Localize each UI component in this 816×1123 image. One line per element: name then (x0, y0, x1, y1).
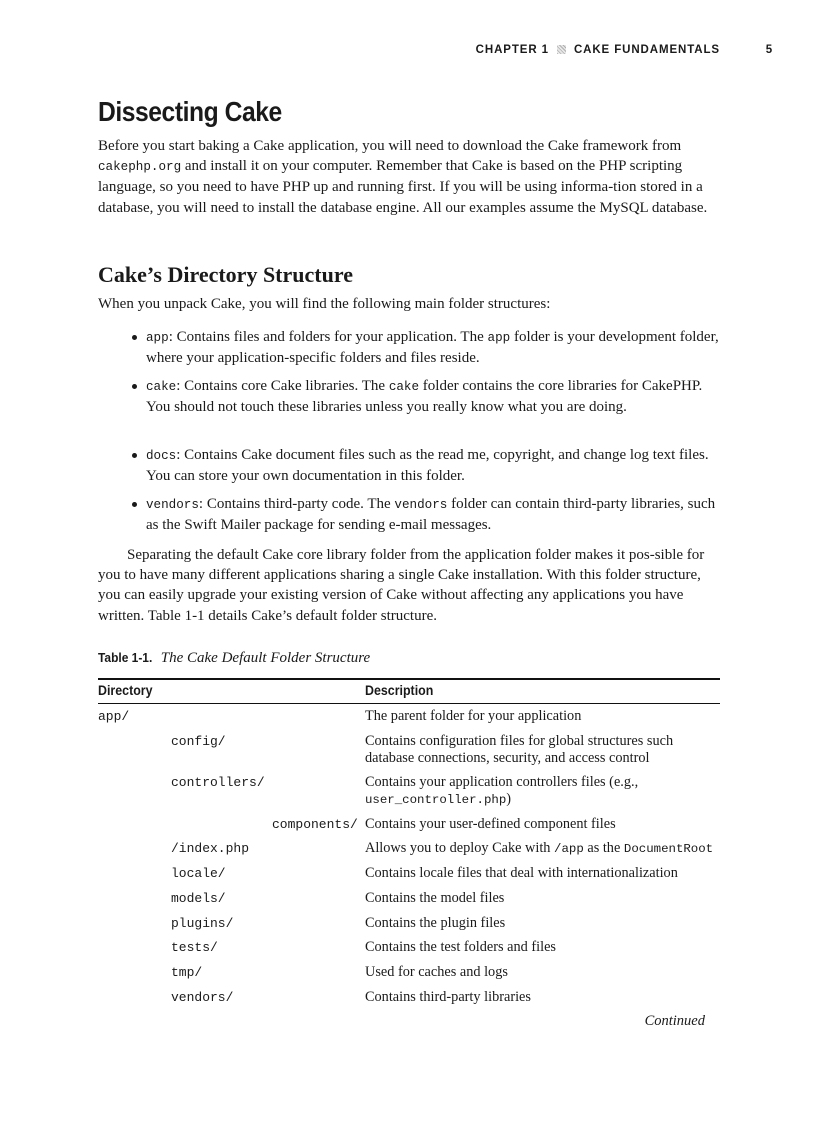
description-code: user_controller.php (365, 792, 507, 807)
table-header-directory: Directory (98, 683, 153, 698)
bullet-code: docs (146, 449, 177, 463)
chapter-title: CAKE FUNDAMENTALS (573, 44, 720, 56)
lead-paragraph: When you unpack Cake, you will find the following main folder structures: (98, 296, 551, 312)
intro-code-url: cakephp.org (98, 160, 182, 175)
bullet-text: folder contains the core libraries for CakePHP. You should not touch these libraries unless you really know what you are doing. (146, 378, 703, 416)
continued-note: Continued (644, 1013, 705, 1029)
running-head (98, 42, 773, 60)
running-head-chapter (476, 44, 720, 56)
description-code: /app (554, 842, 584, 856)
description-cell: Contains the model files (365, 890, 505, 906)
bullet-code: app (487, 331, 511, 345)
list-item (146, 376, 720, 417)
description-cell (365, 774, 725, 808)
chapter-label: CHAPTER 1 (475, 44, 549, 56)
description-code: DocumentRoot (623, 842, 714, 856)
directory-cell: /index.php (171, 841, 250, 856)
bullet-code: cake (388, 380, 420, 394)
description-cell: Contains third-party libraries (365, 989, 531, 1005)
bullet-code: app (146, 331, 169, 345)
description-cell: Used for caches and logs (365, 964, 508, 980)
bullet-code: vendors (146, 498, 199, 512)
list-item (146, 445, 720, 486)
description-cell: Contains the plugin files (365, 915, 506, 931)
directory-cell: models/ (171, 891, 226, 906)
intro-text-1: Before you start baking a Cake application, you will need to download the Cake framework from (98, 138, 682, 154)
list-item (146, 327, 720, 368)
separator-icon (557, 45, 566, 54)
intro-text-2: and install it on your computer. Remember that Cake is based on the PHP scripting language, so you need to have PHP up and running first. If you will be using informa-tion stored in a database, you will need to install the database engine. All our examples assume the MySQL database. (98, 158, 708, 216)
bullet-text: folder is your development folder, where your application-specific folders and files reside. (146, 329, 719, 367)
bullet-code: cake (146, 380, 177, 394)
bullet-icon (132, 384, 137, 389)
bullet-text: : Contains core Cake libraries. The (176, 378, 389, 394)
intro-paragraph (98, 136, 720, 218)
description-cell: The parent folder for your application (365, 708, 582, 724)
directory-cell: components/ (272, 817, 358, 832)
description-text: as the (583, 840, 624, 856)
description-cell: Contains your user-defined component files (365, 816, 616, 832)
directory-cell: locale/ (171, 866, 226, 881)
directory-cell: tests/ (171, 940, 218, 955)
directory-cell: vendors/ (171, 990, 234, 1005)
bullet-icon (132, 453, 137, 458)
bullet-icon (132, 335, 137, 340)
bullet-icon (132, 502, 137, 507)
page-title: Dissecting Cake (98, 96, 282, 127)
list-item (146, 494, 720, 535)
table-caption-label: Table 1-1. (98, 650, 153, 665)
bullet-text: : Contains third-party code. The (198, 496, 395, 512)
table-header-description: Description (365, 683, 434, 698)
table-top-rule (98, 678, 720, 680)
bullet-text: folder can contain third-party libraries, such as the Swift Mailer package for sending e-mail messages. (146, 496, 716, 534)
page-number: 5 (765, 44, 773, 56)
description-cell: Contains locale files that deal with internationalization (365, 865, 678, 881)
description-text: Allows you to deploy Cake with (365, 840, 555, 856)
directory-cell: plugins/ (171, 916, 234, 931)
directory-cell: controllers/ (171, 775, 265, 790)
table-header-rule (98, 703, 720, 704)
table-caption (98, 650, 370, 667)
directory-cell: tmp/ (171, 965, 203, 980)
table-caption-text: The Cake Default Folder Structure (160, 650, 371, 666)
bullet-text: : Contains files and folders for your application. The (168, 329, 488, 345)
bullet-code: vendors (394, 498, 448, 512)
description-cell: Contains configuration files for global structures such database connections, security, and access control (365, 733, 674, 766)
directory-cell: config/ (171, 734, 226, 749)
bullet-text: : Contains Cake document files such as the read me, copyright, and change log text files. You can store your own documentation in this folder. (146, 447, 709, 485)
description-cell (365, 840, 725, 858)
description-text: Contains your application controllers files (e.g., (365, 774, 639, 790)
body-paragraph: Separating the default Cake core library folder from the application folder makes it pos-sible for you to have many different applications sharing a single Cake installation. With this folder structure, you can easily upgrade your existing version of Cake without affecting any applications you have written. Table 1-1 details Cake’s default folder structure. (98, 547, 705, 624)
directory-cell: app/ (98, 709, 130, 724)
description-cell: Contains the test folders and files (365, 939, 556, 955)
section-heading: Cake’s Directory Structure (98, 262, 353, 287)
description-text: ) (506, 790, 512, 807)
